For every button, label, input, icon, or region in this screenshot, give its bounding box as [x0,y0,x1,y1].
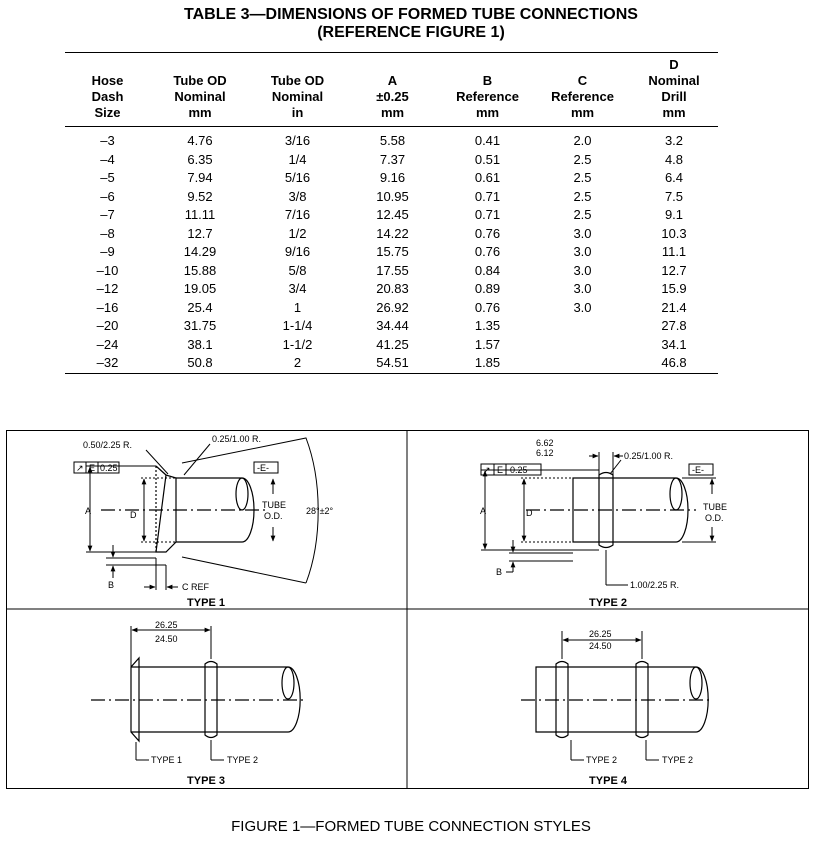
table-row [65,151,718,170]
column-header-line: Drill [661,89,687,104]
table-cell: 5/8 [288,262,307,278]
table-cell: 1.35 [474,318,501,333]
column-header-line: Tube OD [173,73,227,88]
column-header-line: Hose [91,73,124,88]
table-cell: –5 [100,170,115,185]
table-cell: 2.5 [573,170,592,185]
table-cell: 50.8 [150,354,250,373]
tube-label: TUBE [262,500,287,510]
table-cell: 7.94 [187,170,213,185]
frame-datum-e: E [89,463,96,473]
column-header-line: Nominal [271,89,324,104]
table-cell [535,336,630,355]
table-body [65,127,718,374]
table-row [65,188,718,207]
panel-type-2 [480,438,727,609]
column-header [440,53,535,127]
frame-datum-e: E [497,465,504,475]
table-cell: 2 [250,354,345,373]
table-subtitle: (REFERENCE FIGURE 1) [317,24,505,41]
table-cell: 34.44 [376,318,409,333]
dim-a-label: A [480,506,487,516]
table-cell: 1-1/4 [282,318,313,333]
table-cell: 3.2 [664,133,684,148]
frame-tolerance: 0.25 [510,465,528,475]
table-cell: 9.16 [379,170,406,185]
table-cell: 3.0 [573,281,592,296]
flare-outline [156,475,176,552]
table-cell: 11.1 [661,244,687,259]
table-cell: 27.8 [661,318,687,333]
table-cell: 9/16 [284,244,311,259]
table-cell: 0.51 [474,151,501,167]
table-cell: 15.75 [376,244,409,259]
dim-24-50: 24.50 [589,641,612,651]
dim-b-label: B [496,567,503,577]
dim-26-25: 26.25 [155,620,178,630]
table-cell: 0.76 [474,299,501,315]
dim-6-62: 6.62 [536,438,554,448]
column-header-line: C [577,73,588,88]
od-label: O.D. [264,511,283,521]
column-header-line: ±0.25 [376,89,409,104]
table-cell: 17.55 [376,262,409,278]
column-header [345,53,440,127]
leader-type-2: TYPE 2 [227,755,259,765]
column-header-line: in [291,105,304,120]
table-cell: 19.05 [183,281,217,296]
column-header-line: mm [662,105,686,120]
table-cell: 26.92 [376,299,409,315]
column-header-line: Nominal [174,89,226,104]
table-row [65,354,718,373]
table-cell: 4.8 [664,151,684,167]
od-label: O.D. [705,513,724,523]
c-ref-label: C REF [182,582,209,592]
table-cell: 25.4 [187,299,213,315]
note-radius-0-25-1-00: 0.25/1.00 R. [624,451,674,461]
angle-label: 28°±2° [306,506,334,516]
column-header-line: Tube OD [270,73,325,88]
table-cell: –20 [96,318,119,333]
table-cell: –8 [100,225,115,241]
dimensions-table [65,52,718,374]
table-cell: 1/4 [288,151,307,167]
table-row [65,225,718,244]
table-cell: 46.8 [630,354,718,373]
table-cell: 12.7 [661,262,687,278]
table-row [65,206,718,225]
datum-e-label: -E- [692,465,704,475]
note-radius-0-50-2-25: 0.50/2.25 R. [83,440,133,450]
dim-d-label: D [526,508,533,518]
table-cell: 0.76 [474,244,501,259]
table-cell: 12.45 [376,207,409,222]
column-header-line: Size [94,105,121,120]
note-radius-1-00-2-25: 1.00/2.25 R. [630,580,680,590]
column-header-line: Reference [551,89,614,104]
frame-symbol: ↗ [76,463,84,473]
table-cell: 31.75 [183,318,217,333]
table-row [65,169,718,188]
table-cell: 1.85 [440,354,535,373]
table-cell: 1-1/2 [282,336,313,352]
panel-type-3 [91,620,306,787]
table-row [65,317,718,336]
column-header [65,53,150,127]
table-cell: –7 [100,207,115,222]
frame-tolerance: 0.25 [100,463,118,473]
table-title: TABLE 3—DIMENSIONS OF FORMED TUBE CONNECTIONS [184,6,638,23]
table-cell: 14.22 [376,225,409,241]
table-row [65,262,718,281]
table-cell: 3.0 [573,299,592,315]
table-cell: 7.5 [664,188,684,204]
table-cell: 10.3 [661,225,687,241]
table-cell: –32 [65,354,150,373]
table-cell: 5.58 [379,133,406,148]
table-header-row [65,53,718,127]
type-2-label: TYPE 2 [589,597,627,609]
table-cell [535,317,630,336]
type-1-label: TYPE 1 [187,597,225,609]
table-row [65,336,718,355]
table-row [65,299,718,318]
table-cell: 9.52 [187,188,213,204]
column-header-line: D [669,57,679,72]
table-cell [535,354,630,373]
table-cell: 0.84 [474,262,501,278]
table-cell: 4.76 [187,133,213,148]
table-cell: 0.71 [474,188,501,204]
table-cell: 3/8 [288,188,307,204]
table-cell: 15.88 [183,262,217,278]
tube-label: TUBE [703,502,728,512]
table-cell: –12 [96,281,119,296]
table-cell: 3/16 [284,133,311,148]
table-cell: 21.4 [661,299,687,315]
table-cell: 2.5 [573,151,592,167]
figure-caption: FIGURE 1—FORMED TUBE CONNECTION STYLES [231,818,591,835]
panel-type-4 [521,629,711,787]
table-cell: 14.29 [183,244,217,259]
table-cell: 0.71 [474,207,501,222]
table-cell: 0.61 [474,170,501,185]
leader-type-2-a: TYPE 2 [586,755,618,765]
table-cell: 10.95 [376,188,409,204]
column-header [630,53,718,127]
dim-b-label: B [108,580,115,590]
column-header [150,53,250,127]
table-cell: 2.0 [573,133,592,148]
table-cell: –9 [100,244,115,259]
panel-type-1 [74,434,334,609]
table-row [65,280,718,299]
column-header-line: mm [570,105,595,120]
table-cell: 6.35 [187,151,213,167]
table-cell: –4 [100,151,115,167]
table-cell: 3.0 [573,225,592,241]
datum-e-label: -E- [257,463,269,473]
type-4-label: TYPE 4 [589,775,627,787]
table-cell: –16 [96,299,119,315]
table-cell: 3/4 [288,281,307,296]
table-cell: 3.0 [573,244,592,259]
table-cell: 20.83 [376,281,409,296]
table-cell: –24 [96,336,119,352]
table-cell: 2.5 [573,188,592,204]
dim-d-label: D [130,510,137,520]
dim-6-12: 6.12 [536,448,554,458]
type-3-label: TYPE 3 [187,775,225,787]
column-header [250,53,345,127]
frame-symbol: ↗ [483,465,491,475]
table-cell: 12.7 [187,225,213,241]
table-row [65,243,718,262]
table-row [65,127,718,151]
column-header-line: mm [380,105,405,120]
leader-type-2-b: TYPE 2 [662,755,694,765]
column-header [535,53,630,127]
leader-type-1: TYPE 1 [151,755,183,765]
column-header-line: mm [188,105,212,120]
figure-formed-tube-connections [6,430,816,790]
table-cell: 7/16 [284,207,311,222]
column-header-line: A [387,73,398,88]
column-header-line: B [482,73,493,88]
dim-a-label: A [85,506,92,516]
table-cell: 11.11 [184,207,216,222]
table-cell: 6.4 [664,170,684,185]
table-cell: 15.9 [661,281,687,296]
table-cell: 38.1 [187,336,213,352]
table-cell: 0.41 [474,133,501,148]
table-cell: 5/16 [284,170,311,185]
table-cell: 54.51 [345,354,440,373]
table-cell: 2.5 [573,207,592,222]
dim-26-25: 26.25 [589,629,612,639]
table-cell: 9.1 [664,207,684,222]
table-cell: –6 [100,188,115,204]
table-cell: 41.25 [376,336,409,352]
column-header-line: Reference [456,89,519,104]
column-header-line: Dash [91,89,124,104]
table-cell: –3 [100,133,115,148]
table-cell: 1 [293,299,302,315]
table-cell: 1.57 [474,336,501,352]
dim-24-50: 24.50 [155,634,178,644]
column-header-line: mm [475,105,500,120]
table-cell: 0.76 [474,225,501,241]
table-cell: –10 [96,262,119,278]
table-cell: 7.37 [379,151,406,167]
table-cell: 3.0 [573,262,592,278]
table-cell: 1/2 [288,225,307,241]
note-radius-0-25-1-00: 0.25/1.00 R. [212,434,262,444]
table-cell: 34.1 [661,336,687,352]
table-cell: 0.89 [474,281,501,296]
column-header-line: Nominal [648,73,700,88]
